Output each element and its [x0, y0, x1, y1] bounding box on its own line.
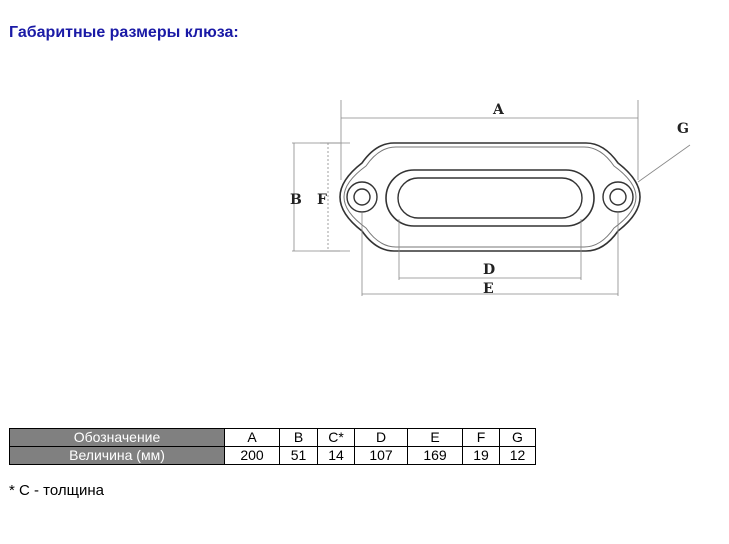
- dim-label-g: G: [677, 121, 689, 137]
- page-title: Габаритные размеры клюза:: [9, 24, 239, 41]
- thickness-footnote: * С - толщина: [9, 482, 104, 499]
- table-header-cell: Величина (мм): [10, 447, 225, 465]
- table-cell: B: [280, 429, 318, 447]
- fairlead-dimension-drawing: [270, 90, 710, 315]
- left-mount-hole: [347, 182, 377, 212]
- table-cell: 19: [463, 447, 500, 465]
- dim-label-a: A: [493, 102, 504, 118]
- table-cell: 169: [408, 447, 463, 465]
- dim-label-d: D: [483, 262, 496, 278]
- center-slot-inner: [398, 178, 582, 218]
- table-cell: 200: [225, 447, 280, 465]
- dimensions-table: [9, 428, 536, 465]
- table-cell: 14: [318, 447, 355, 465]
- table-cell: C*: [318, 429, 355, 447]
- right-mount-hole: [603, 182, 633, 212]
- table-cell: 107: [355, 447, 408, 465]
- table-cell: E: [408, 429, 463, 447]
- table-cell: 12: [500, 447, 536, 465]
- table-cell: F: [463, 429, 500, 447]
- dim-label-b: B: [290, 192, 302, 208]
- table-row: [10, 429, 536, 447]
- table-cell: A: [225, 429, 280, 447]
- dim-label-e: E: [483, 281, 494, 297]
- table-row: [10, 447, 536, 465]
- table-header-cell: Обозначение: [10, 429, 225, 447]
- table-cell: G: [500, 429, 536, 447]
- dim-label-f: F: [317, 192, 327, 208]
- table-cell: D: [355, 429, 408, 447]
- table-cell: 51: [280, 447, 318, 465]
- fairlead-outer-contour: [340, 143, 640, 251]
